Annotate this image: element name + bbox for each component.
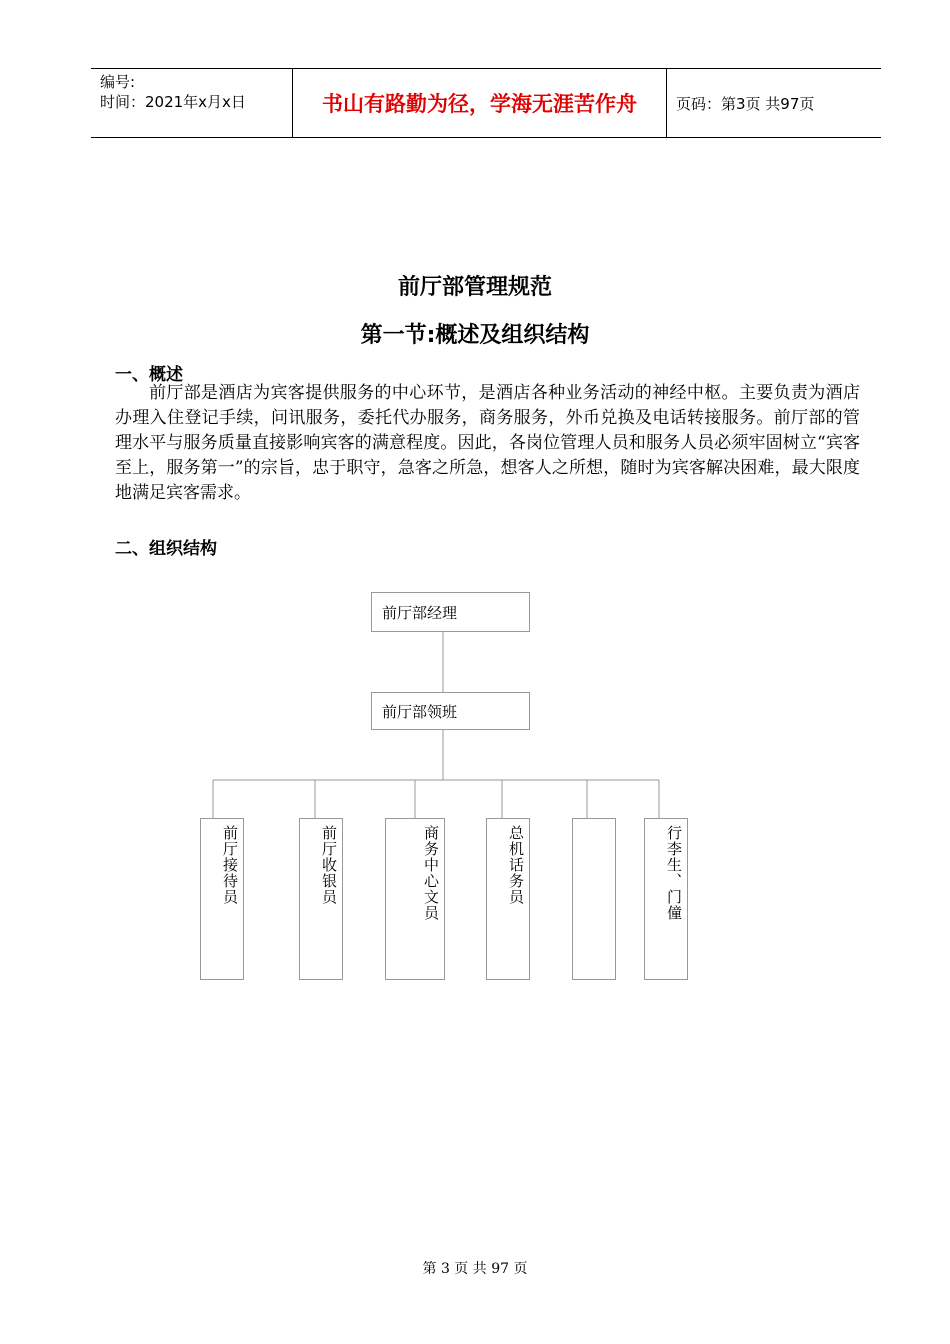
- org-staff-label: [573, 819, 615, 825]
- org-box-staff-4: [486, 818, 530, 980]
- org-staff-label: 行李生、门僮: [665, 825, 683, 921]
- header-info: [91, 69, 292, 137]
- document-title: 前厅部管理规范: [397, 275, 552, 300]
- number-label: 编号:: [100, 73, 136, 91]
- document-subtitle: 第一节:概述及组织结构: [360, 323, 590, 348]
- page-header: [91, 68, 881, 138]
- org-box-staff-1: [200, 818, 244, 980]
- org-supervisor-label: 前厅部领班: [382, 702, 458, 721]
- org-staff-label: 前厅接待员: [221, 825, 239, 905]
- org-staff-label: 商务中心文员: [422, 825, 440, 921]
- org-box-supervisor: [371, 692, 530, 730]
- org-box-manager: [371, 592, 530, 632]
- section1-heading: 一、概述: [115, 365, 183, 385]
- org-box-staff-2: [299, 818, 343, 980]
- page-footer: 第 3 页 共 97 页: [422, 1261, 528, 1277]
- org-box-staff-6: [644, 818, 688, 980]
- org-box-staff-3: [385, 818, 445, 980]
- org-staff-label: 总机话务员: [507, 825, 525, 905]
- org-manager-label: 前厅部经理: [382, 603, 458, 622]
- org-box-staff-5: [572, 818, 616, 980]
- header-motto: 书山有路勤为径，学海无涯苦作舟: [292, 69, 667, 137]
- section2-heading: 二、组织结构: [115, 539, 217, 559]
- header-page-label: 页码：第3页 共97页: [676, 94, 815, 113]
- org-staff-label: 前厅收银员: [320, 825, 338, 905]
- header-page: [666, 69, 881, 137]
- time-label: 时间：2021年x月x日: [100, 93, 246, 111]
- section1-body: 前厅部是酒店为宾客提供服务的中心环节，是酒店各种业务活动的神经中枢。主要负责为酒店办理入住登记手续，问讯服务，委托代办服务，商务服务，外币兑换及电话转接服务。前厅部的管理水平与服务质量直接影响宾客的满意程度。因此，各岗位管理人员和服务人员必须牢固树立“宾客至上，服务第一”的宗旨，忠于职守，急客之所急，想客人之所想，随时为宾客解决困难，最大限度地满足宾客需求。: [115, 383, 860, 503]
